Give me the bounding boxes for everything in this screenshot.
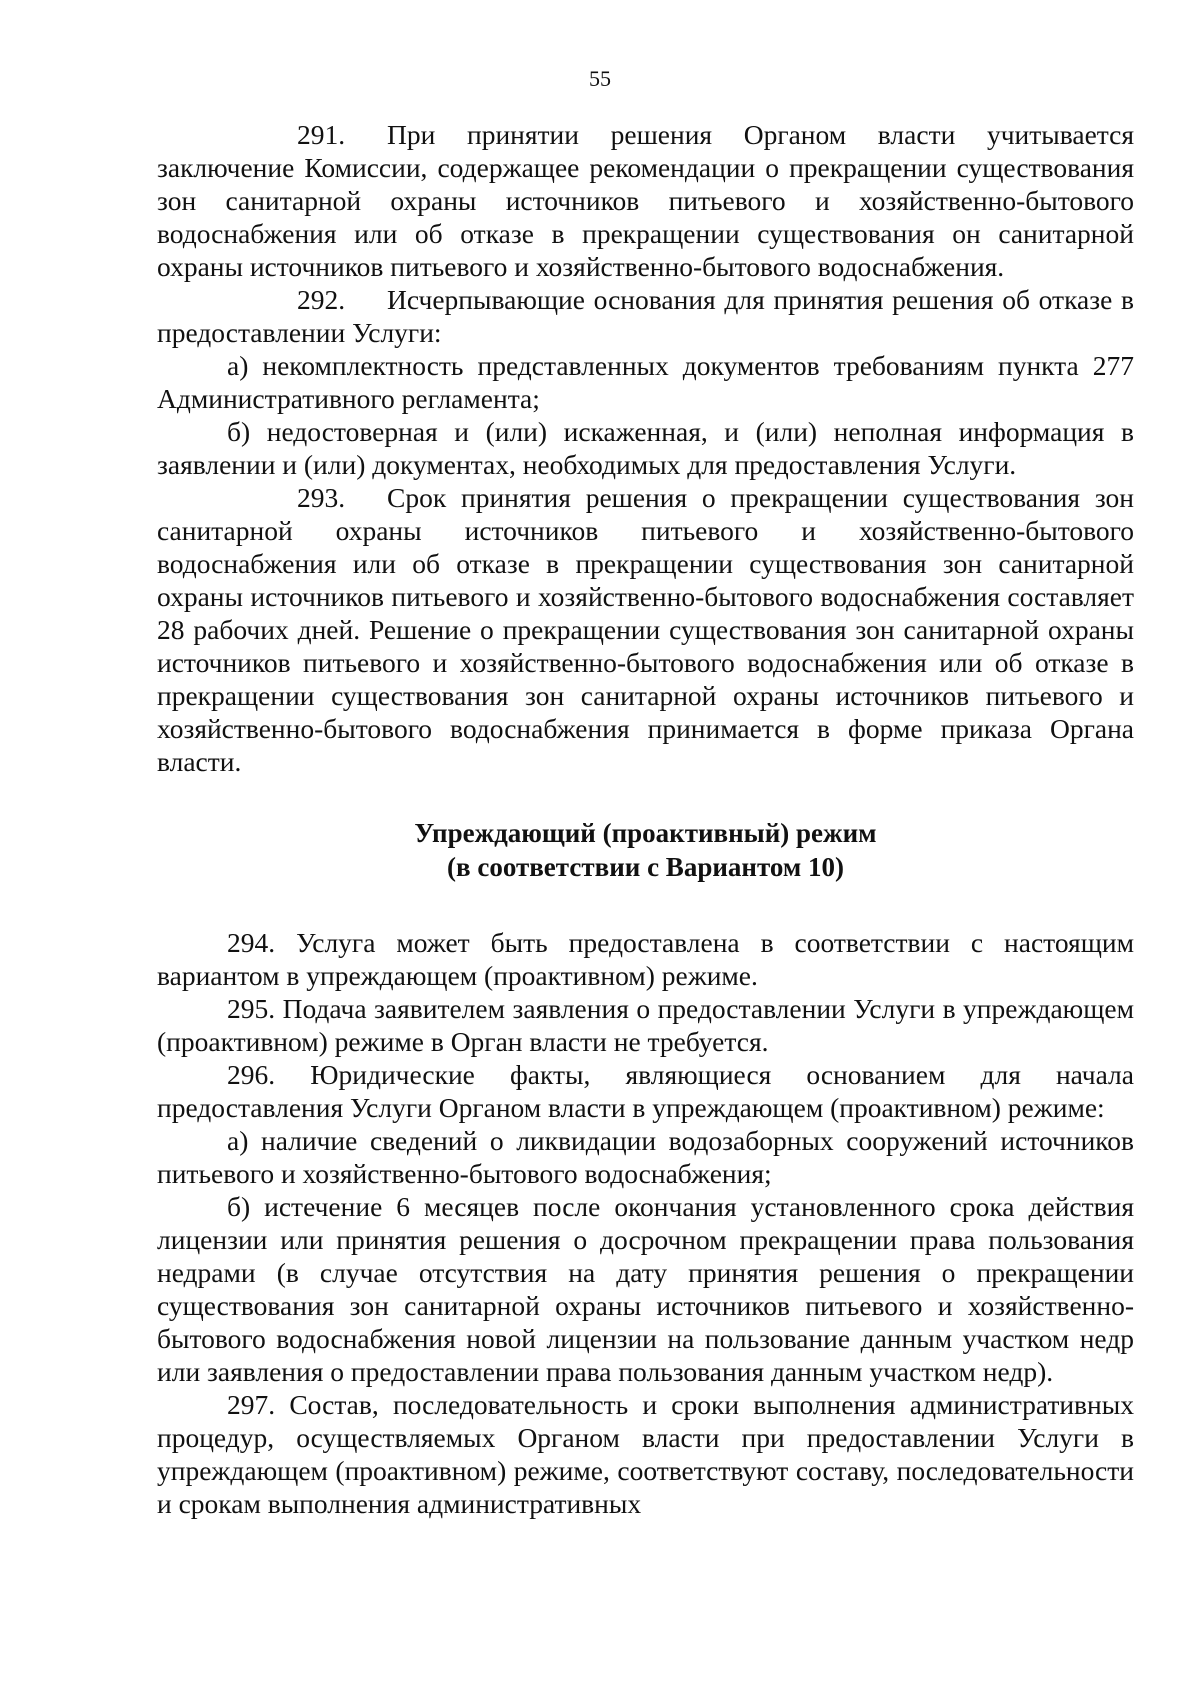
paragraph-297: 297. Состав, последовательность и сроки выполнения административных процедур, осуществляемых Органом власти при предоставлении Услуги в упреждающем (проактивном) режиме, соответствуют составу, последовательности и срокам выполнения административных [157,1389,1134,1519]
paragraph-number: 292. [297,284,346,315]
paragraph-295: 295. Подача заявителем заявления о предоставлении Услуги в упреждающем (проактивном) режиме в Орган власти не требуется. [157,993,1134,1057]
section-heading [157,816,1134,884]
paragraph-294: 294. Услуга может быть предоставлена в соответствии с настоящим вариантом в упреждающем (проактивном) режиме. [157,927,1134,991]
section-heading-line-2: (в соответствии с Вариантом 10) [447,852,844,882]
paragraph-296-a: а) наличие сведений о ликвидации водозаборных сооружений источников питьевого и хозяйственно-бытового водоснабжения; [157,1125,1134,1189]
paragraph-number: 293. [297,482,346,513]
paragraph-292 [157,283,1134,349]
paragraph-292-b: б) недостоверная и (или) искаженная, и (или) неполная информация в заявлении и (или) документах, необходимых для предоставления Услуги. [157,416,1134,480]
paragraph-292-a: а) некомплектность представленных документов требованиям пункта 277 Административного регламента; [157,350,1134,414]
paragraph-text: При принятии решения Органом власти учитывается заключение Комиссии, содержащее рекомендации о прекращении существования зон санитарной охраны источников питьевого и хозяйственно-бытового водоснабжения или об отказе в прекращении существования он санитарной охраны источников питьевого и хозяйственно-бытового водоснабжения. [157,119,1134,282]
paragraph-293 [157,481,1134,778]
section-heading-line-1: Упреждающий (проактивный) режим [414,818,877,848]
paragraph-text: Срок принятия решения о прекращении существования зон санитарной охраны источников питьевого и хозяйственно-бытового водоснабжения или об отказе в прекращении существования зон санитарной охраны источников питьевого и хозяйственно-бытового водоснабжения составляет 28 рабочих дней. Решение о прекращении существования зон санитарной охраны источников питьевого и хозяйственно-бытового водоснабжения или об отказе в прекращении существования зон санитарной охраны источников питьевого и хозяйственно-бытового водоснабжения принимается в форме приказа Органа власти. [157,482,1134,777]
page-number: 55 [589,66,611,91]
document-body [157,118,1134,1520]
paragraph-number: 291. [297,119,346,150]
paragraph-296: 296. Юридические факты, являющиеся основанием для начала предоставления Услуги Органом власти в упреждающем (проактивном) режиме: [157,1059,1134,1123]
paragraph-296-b: б) истечение 6 месяцев после окончания установленного срока действия лицензии или принятия решения о досрочном прекращении права пользования недрами (в случае отсутствия на дату принятия решения о прекращении существования зон санитарной охраны источников питьевого и хозяйственно-бытового водоснабжения новой лицензии на пользование данным участком недр или заявления о предоставлении права пользования данным участком недр). [157,1191,1134,1387]
paragraph-text: Исчерпывающие основания для принятия решения об отказе в предоставлении Услуги: [157,284,1134,348]
paragraph-291 [157,118,1134,283]
